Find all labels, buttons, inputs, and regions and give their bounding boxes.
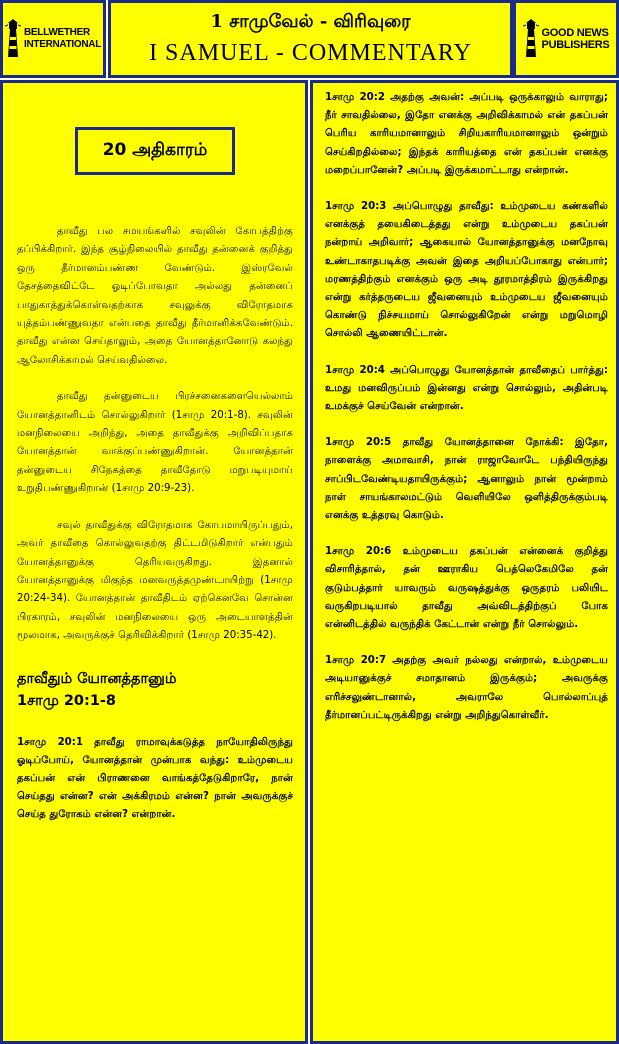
chapter-title: 20 அதிகாரம் <box>75 127 235 175</box>
section-heading: தாவீதும் யோனத்தானும் 1சாமு 20:1-8 <box>17 670 177 709</box>
bellwether-logo <box>0 0 106 78</box>
good-news-logo <box>513 0 619 78</box>
logo-line-1: GOOD NEWS <box>541 27 609 39</box>
right-column <box>310 80 619 1044</box>
left-column <box>0 80 308 1044</box>
verse-text: 1சாமு 20:4 அப்பொழுது யோனத்தான் தாவீதைப் பார்த்து: உமது மனவிருப்பம் இன்னது என்று சொல்லும், அதின்படி உமக்குச் செய்வேன் என்றான். <box>325 364 608 413</box>
verse-text: 1சாமு 20:5 தாவீது யோனத்தானை நோக்கி: இதோ, நாளைக்கு அமாவாசி, நான் ராஜாவோடே பந்தியிருந்து சாப்பிடவேண்டியதாயிருக்கும்; ஆனாலும் நான் மூன்றாம் நாள் சாயங்காலமட்டும் வெளியிலே ஒளித்திருக்கும்படி எனக்கு உத்தரவு கொடும். <box>325 437 608 522</box>
logo-line-2: PUBLISHERS <box>541 39 610 51</box>
verse-text: 1சாமு 20:7 அதற்கு அவர் நல்லது என்றால், உம்முடைய அடியானுக்குச் சமாதானம் இருக்கும்; அவருக்கு எரிச்சலுண்டானால், அவராலே பொல்லாப்புத் தீர்மானப்பட்டிருக்கிறது என்று அறிந்துகொள்வீர். <box>325 655 608 721</box>
verse-text: 1சாமு 20:1 தாவீது ராமாவுக்கடுத்த நாயோதிலிருந்து ஓடிப்போய், யோனத்தான் முன்பாக வந்து: உம்முடைய தகப்பன் என் பிராணனை வாங்கத்தேடுகிறாரே, நான் செய்தது என்ன? என் அக்கிரமம் என்ன? நான் அவருக்குச் செய்த துரோகம் என்ன? என்றான். <box>17 736 293 821</box>
logo-line-2: INTERNATIONAL <box>23 39 102 50</box>
page-header <box>108 0 513 78</box>
page-title-tamil: 1 சாமுவேல் - விரிவுரை <box>210 11 411 32</box>
lighthouse-icon <box>5 19 21 59</box>
paragraph: தாவீது தன்னுடைய பிரச்சனைகளையெல்லாம் யோனத்தானிடம் சொல்லுகிறார் (1சாமு 20:1-8). சவுலின் மனநிலையை அறிந்து, அதை தாவீதுக்கு அறிவிப்பதாக யோனத்தான் வாக்குப்பண்ணுகிறான். யோனத்தான் தன்னுடைய சிநேகத்தை தாவீதோடு மறுபடியுமாய் உறுதிபண்ணுகிறான் (1சாமு 20:9-23). <box>17 391 293 495</box>
logo-line-1: BELLWETHER <box>23 27 90 38</box>
paragraph: தாவீது பல சமயங்களில் சவுலின் கோபத்திற்கு தப்பிக்கிறார். இந்த சூழ்நிலையில் தாவீது தன்னைக் குறித்து ஒரு தீர்மானம்பண்ண வேண்டும். இஸ்ரவேல் தேசத்தைவிட்டே ஓடிப்போவதா அல்லது தன்னைப் பாதுகாத்துக்கொள்வதற்காக சவுலுக்கு விரோதமாக யுத்தம்பண்ணுவதா என்பதை தாவீது தீர்மானிக்கவேண்டும். தாவீது என்ன செய்தாலும், அதை யோனத்தானோடு கலந்து ஆலோசிக்காமல் செய்வதில்லை. <box>17 226 293 366</box>
lighthouse-icon <box>523 19 539 59</box>
paragraph: சவுல் தாவீதுக்கு விரோதமாக கோபமாயிருப்பதும், அவர் தாவீதை கொல்லுவதற்கு திட்டமிடுகிறார் என்பதும் யோனத்தானுக்கு தெரியவருகிறது. இதனால் யோனத்தானுக்கு மிகுந்த மனவருத்தமுண்டாயிற்று (1சாமு 20:24-34). யோனத்தான் தாவீதிடம் ஏற்கெனவே சொன்ன பிரகாரம், சவுலின் மனநிலையை ஒரு அடையாளத்தின் மூலமாக, அவருக்குச் தெரிவிக்கிறார் (1சாமு 20:35-42). <box>17 519 293 642</box>
verse-text: 1சாமு 20:6 உம்முடைய தகப்பன் என்னைக் குறித்து விசாரித்தால், தன் ஊராகிய பெத்லெகேமிலே தன் குடும்பத்தார் யாவரும் வருஷத்துக்கு ஒருதரம் பலியிட வருகிறபடியால் தாவீது அவ்விடத்திற்குப் போக என்னிடத்தில் வருந்திக் கேட்டான் என்று நீர் சொல்லும். <box>325 546 608 631</box>
verse-text: 1சாமு 20:2 அதற்கு அவன்: அப்படி ஒருக்காலும் வாராது; நீர் சாவதில்லை, இதோ எனக்கு அறிவிக்காமல் என் தகப்பன் பெரிய காரியமானாலும் சிறியகாரியமானாலும் ஒன்றும் செய்கிறதில்லை; இந்தக் காரியத்தை என் தகப்பன் எனக்கு மறைப்பானேன்? அப்படி இருக்கமாட்டாது என்றான். <box>325 92 608 176</box>
page-title-english: I SAMUEL - COMMENTARY <box>149 40 472 66</box>
verse-text: 1சாமு 20:3 அப்பொழுது தாவீது: உம்முடைய கண்களில் எனக்குத் தயைகிடைத்தது என்று உம்முடைய தகப்பன் நன்றாய் அறிவார்; ஆகையால் யோனத்தானுக்கு மனநோவு உண்டாகாதபடிக்கு அவன் இதை அறியப்போகாது என்பார்; மரணத்திற்கும் எனக்கும் ஒரு அடி தூரமாத்திரம் இருக்கிறது என்று கர்த்தருடைய ஜீவனையும் உம்முடைய ஜீவனையும் கொண்டு நிச்சயமாய் சொல்லுகிறேன் என்று மறுமொழி சொல்லி ஆணையிட்டான். <box>325 201 608 340</box>
